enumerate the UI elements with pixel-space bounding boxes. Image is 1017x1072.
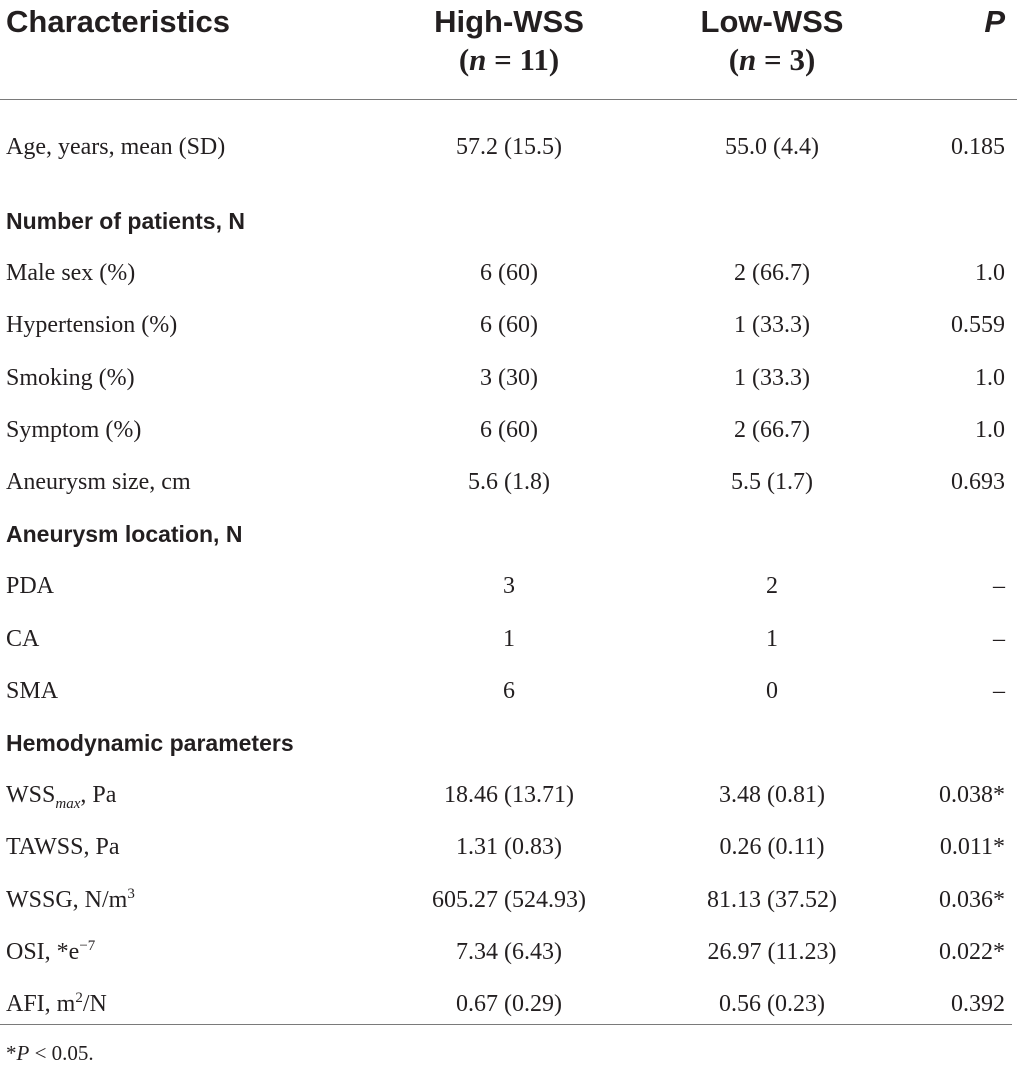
table-body <box>0 100 1017 1031</box>
section-label: Number of patients, N <box>6 208 245 235</box>
high-wss-value: 1.31 (0.83) <box>456 834 562 861</box>
label-main: AFI, m <box>6 990 76 1017</box>
high-wss-value: 6 <box>503 677 515 704</box>
row-label: Smoking (%) <box>6 364 135 391</box>
p-value: – <box>993 625 1005 652</box>
section-label: Hemodynamic parameters <box>6 729 294 756</box>
row-label: Aneurysm size, cm <box>6 469 191 496</box>
header-high-wss <box>370 0 648 99</box>
p-value: 0.185 <box>951 134 1005 160</box>
low-wss-value: 0.26 (0.11) <box>719 834 825 861</box>
header-low-wss-title: Low-WSS <box>700 4 844 39</box>
label-main: WSS <box>6 782 56 809</box>
p-value: 0.011* <box>939 834 1005 861</box>
footnote-p: P <box>16 1041 30 1065</box>
high-wss-value: 0.67 (0.29) <box>456 990 562 1017</box>
table-row-ca <box>0 613 1017 665</box>
label-superscript: 2 <box>75 989 83 1006</box>
low-wss-value: 81.13 (37.52) <box>707 886 837 913</box>
low-wss-value: 2 (66.7) <box>734 416 810 443</box>
footnote <box>6 1041 94 1065</box>
row-label: TAWSS, Pa <box>6 834 120 861</box>
high-wss-value: 5.6 (1.8) <box>468 469 550 496</box>
low-wss-value: 0.56 (0.23) <box>719 990 825 1017</box>
table-row-male <box>0 248 1017 300</box>
low-wss-value: 1 (33.3) <box>734 364 810 391</box>
p-value: 0.392 <box>951 990 1005 1017</box>
high-wss-value: 3 <box>503 573 515 600</box>
header-high-wss-n <box>370 41 648 79</box>
low-wss-value: 55.0 (4.4) <box>725 134 819 160</box>
row-label: Age, years, mean (SD) <box>6 134 226 160</box>
section-row-location <box>0 509 1017 561</box>
table-row-afi <box>0 978 1017 1030</box>
p-value: 0.559 <box>951 312 1005 339</box>
low-wss-value: 2 (66.7) <box>734 260 810 287</box>
low-wss-value: 0 <box>766 677 778 704</box>
p-value: 1.0 <box>975 260 1005 287</box>
p-value: 0.022* <box>939 938 1005 965</box>
high-wss-value: 1 <box>503 625 515 652</box>
row-label <box>0 770 370 822</box>
p-value: 1.0 <box>975 416 1005 443</box>
row-label: Male sex (%) <box>6 260 136 287</box>
header-low-wss <box>648 0 896 99</box>
label-subscript: max <box>55 795 81 812</box>
row-label: PDA <box>6 573 55 600</box>
section-row-hemodynamic <box>0 717 1017 769</box>
label-superscript: 3 <box>127 885 135 902</box>
high-wss-value: 7.34 (6.43) <box>456 938 562 965</box>
label-main: OSI, *e <box>6 938 80 965</box>
high-n-open: ( <box>458 42 470 77</box>
high-wss-value: 6 (60) <box>480 312 538 339</box>
high-wss-value: 6 (60) <box>480 416 538 443</box>
high-wss-value: 18.46 (13.71) <box>444 782 574 809</box>
high-n-label: n <box>469 42 487 77</box>
table-row-hypertension <box>0 300 1017 352</box>
high-wss-value: 605.27 (524.93) <box>432 886 586 913</box>
p-value: 0.038* <box>939 782 1005 809</box>
row-label <box>0 926 370 978</box>
header-row <box>0 0 1017 99</box>
table-row-aneurysm-size <box>0 456 1017 508</box>
header-p <box>896 0 1017 99</box>
low-n-rest: = 3) <box>756 42 816 77</box>
low-wss-value: 5.5 (1.7) <box>731 469 813 496</box>
low-n-label: n <box>739 42 757 77</box>
section-label: Aneurysm location, N <box>6 521 243 548</box>
table-row-osi <box>0 926 1017 978</box>
p-value: – <box>993 677 1005 704</box>
label-main: WSSG, N/m <box>6 886 128 913</box>
low-wss-value: 26.97 (11.23) <box>707 938 837 965</box>
bottom-rule <box>0 1024 1012 1025</box>
p-value: – <box>993 573 1005 600</box>
table-row-symptom <box>0 404 1017 456</box>
section-row-patients <box>0 196 1017 248</box>
table-row-smoking <box>0 352 1017 404</box>
high-wss-value: 6 (60) <box>480 260 538 287</box>
table-row-sma <box>0 665 1017 717</box>
footnote-star: * <box>6 1041 17 1065</box>
low-wss-value: 2 <box>766 573 778 600</box>
label-rest: /N <box>82 990 107 1017</box>
p-value: 1.0 <box>975 364 1005 391</box>
row-label: Hypertension (%) <box>6 312 178 339</box>
header-low-wss-n <box>648 41 896 79</box>
table-row-pda <box>0 561 1017 613</box>
row-label <box>0 978 370 1030</box>
p-value: 0.693 <box>951 469 1005 496</box>
low-wss-value: 1 (33.3) <box>734 312 810 339</box>
high-n-rest: = 11) <box>486 42 560 77</box>
header-high-wss-title: High-WSS <box>434 4 584 39</box>
table-header <box>0 0 1017 100</box>
label-superscript: −7 <box>79 937 96 954</box>
row-label: Symptom (%) <box>6 416 142 443</box>
low-n-open: ( <box>728 42 740 77</box>
high-wss-value: 57.2 (15.5) <box>456 134 562 160</box>
header-characteristics: Characteristics <box>6 4 231 39</box>
table-row-tawss <box>0 822 1017 874</box>
low-wss-value: 1 <box>766 625 778 652</box>
row-label: SMA <box>6 677 59 704</box>
high-wss-value: 3 (30) <box>480 364 538 391</box>
table-row-wssg <box>0 874 1017 926</box>
footnote-rest: < 0.05. <box>29 1041 94 1065</box>
header-p-label: P <box>984 4 1005 39</box>
row-label: CA <box>6 625 40 652</box>
p-value: 0.036* <box>939 886 1005 913</box>
table-row-wss-max <box>0 770 1017 822</box>
table-row-age <box>0 100 1017 196</box>
label-rest: , Pa <box>80 782 117 809</box>
low-wss-value: 3.48 (0.81) <box>719 782 825 809</box>
row-label <box>0 874 370 926</box>
